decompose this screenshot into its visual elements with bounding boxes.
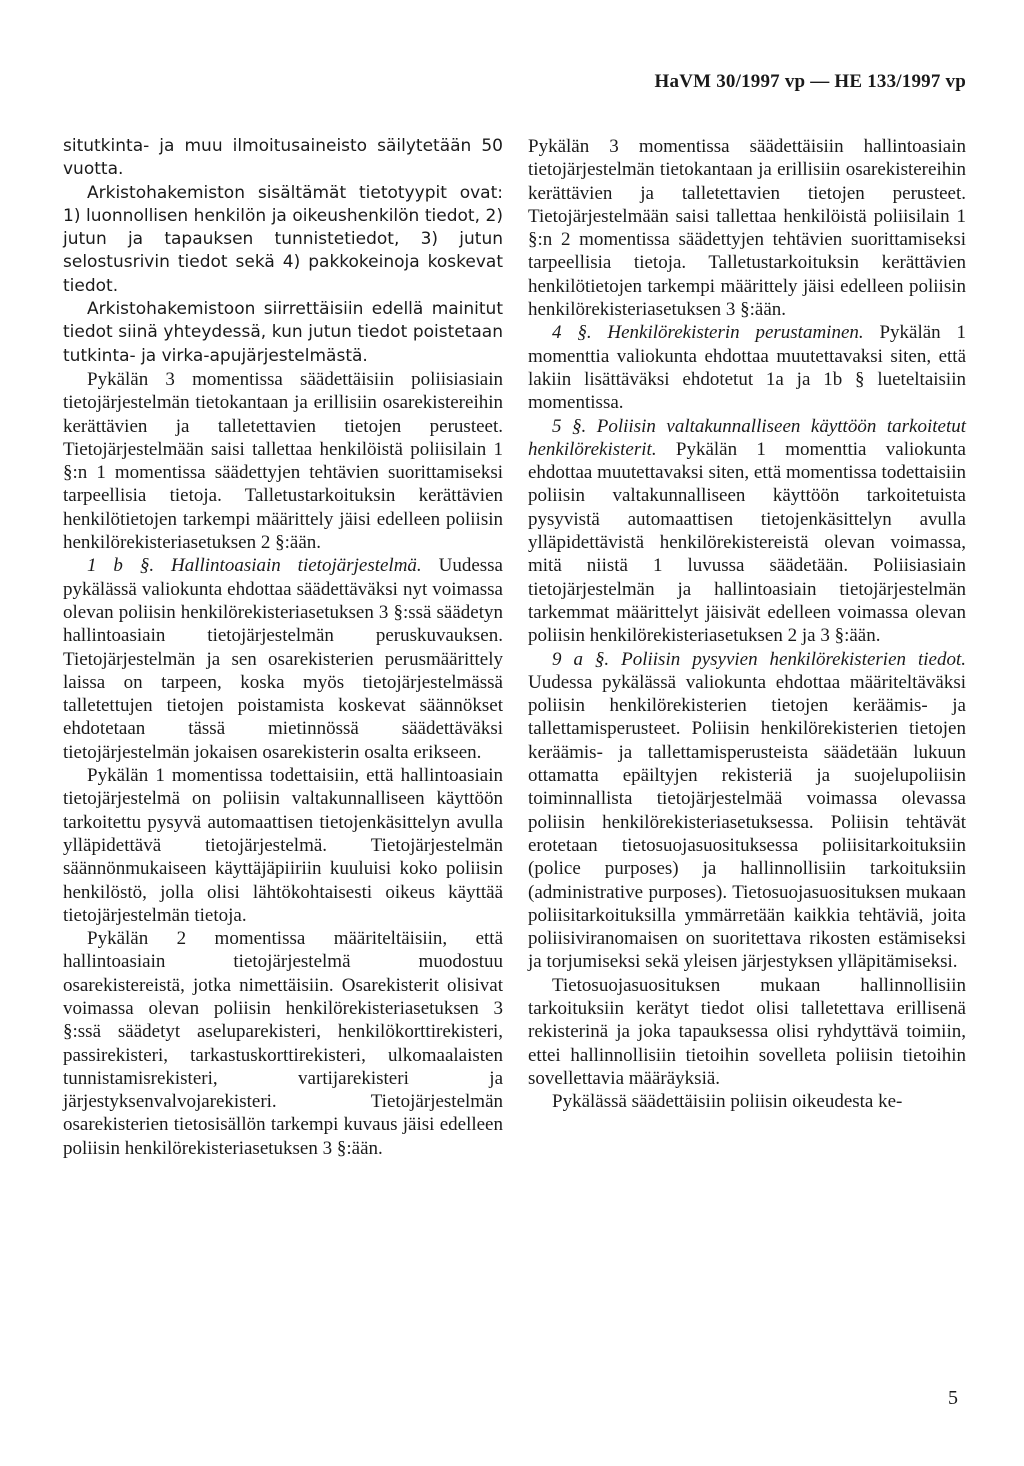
paragraph-archive-retention: situtkinta- ja muu ilmoitusaineisto säilytetään 50 vuotta. — [63, 136, 503, 180]
page-number: 5 — [948, 1387, 958, 1409]
section-body-9a: Uudessa pykälässä valiokunta ehdottaa määriteltäväksi poliisin henkilörekisterien tietojen keräämis- ja tallettamisperusteet. Poliisin henkilörekisterien tietojen keräämis- ja tallettamisperusteista säädetään lukuun ottamatta epäiltyjen rekisteriä ja suojelupoliisin toiminnallista tietojärjestelmää voimassa olevassa poliisin henkilörekisteriasetuksessa. Poliisin tehtävät erotetaan tietosuojasuosituksessa poliisitarkoituksiin (police purposes) ja hallinnollisiin tarkoituksiin (administrative purposes). Tietosuojasuosituksen mukaan poliisitarkoituksilla ymmärretään kaikkia tehtäviä, joita poliisiviranomaisen on suoritettava rikosten estämiseksi ja torjumiseksi sekä yleisen järjestyksen ylläpitämiseksi. — [528, 671, 966, 973]
paragraph-5 — [528, 415, 966, 648]
section-body-1b: Uudessa pykälässä valiokunta ehdottaa säädettäväksi nyt voimassa olevan poliisin henkilörekisteriasetuksen 3 §:ssä säädetyn hallintoasiain tietojärjestelmän peruskuvauksen. Tietojärjestelmän ja sen osarekisterien perusmäärittely laissa on tarpeen, koska myös tietojärjestelmässä talletettujen tietojen poistamista koskevat säännökset ehdotetaan tässä mietinnössä säädettäväksi tietojärjestelmän jokaisen osarekisterin osalta erikseen. — [63, 555, 503, 763]
paragraph-archive-data-types: Arkistohakemiston sisältämät tietotyypit ovat: 1) luonnollisen henkilön ja oikeushenkilön tiedot, 2) jutun ja tapauksen tunnistetiedot, 3) jutun selostusrivin tiedot sekä 4) pakkokeinoja koskevat tiedot. — [63, 182, 503, 296]
paragraph-1b — [63, 554, 503, 764]
paragraph-3-momentti-hallinto: Pykälän 3 momentissa säädettäisiin hallintoasiain tietojärjestelmän tietokantaan ja erillisiin osarekistereihin kerättävien ja talletettavien tietojen perusteet. Tietojärjestelmään saisi tallettaa henkilöistä poliisilain 1 §:n 2 momentissa säädettyjen tehtävien suorittamiseksi tarpeellisia tietoja. Talletustarkoituksin kerättävien henkilötietojen tarkempi määrittely jäisi edelleen poliisin henkilörekisteriasetuksen 3 §:ään. — [528, 136, 966, 321]
section-body-4: Pykälän 1 momenttia valiokunta ehdottaa muutettavaksi siten, että lakiin lisättäväksi ehdotetut 1a ja 1b § lueteltaisiin momentissa. — [528, 322, 966, 414]
paragraph-archive-transfer: Arkistohakemistoon siirrettäisiin edellä mainitut tiedot siinä yhteydessä, kun jutun tiedot poistetaan tutkinta- ja virka-apujärjestelmästä. — [63, 299, 503, 366]
section-heading-1b: 1 b §. Hallintoasiain tietojärjestelmä. — [87, 555, 422, 577]
right-column — [528, 135, 966, 1113]
paragraph-final: Pykälässä säädettäisiin poliisin oikeudesta ke- — [552, 1091, 903, 1113]
section-heading-5: 5 §. Poliisin valtakunnalliseen käyttöön tarkoitetut henkilörekisterit. — [528, 415, 966, 460]
paragraph-4 — [528, 321, 966, 414]
section-heading-9a: 9 a §. Poliisin pysyvien henkilörekisterien tiedot. — [552, 648, 966, 670]
paragraph-tietosuojasuositus: Tietosuojasuosituksen mukaan hallinnollisiin tarkoituksiin kerätyt tiedot olisi talletettava erillisenä rekisterinä ja joka tapauksessa olisi ryhdyttävä toimiin, ettei hallinnollisiin tietoihin sovelleta poliisin tietoihin sovellettavia määräyksiä. — [528, 974, 966, 1089]
left-column — [63, 135, 503, 1160]
section-body-5: Pykälän 1 momenttia valiokunta ehdottaa muutettavaksi siten, että momentissa todettaisiin poliisin valtakunnalliseen käyttöön tarkoitetuista pysyvistä automaattisen tietojenkäsittelyn avulla ylläpidettävistä henkilörekistereistä olevan voimassa, mitä niistä 1 luvussa säädetään. Poliisiasiain tietojärjestelmän ja hallintoasiain tietojärjestelmän tarkemmat määrittelyt jäisivät edelleen voimassa olevan poliisin henkilörekisteriasetuksen 2 ja 3 §:ään. — [528, 438, 966, 647]
paragraph-2-momentti: Pykälän 2 momentissa määriteltäisiin, että hallintoasiain tietojärjestelmä muodostuu osarekistereistä, jotka nimettäisiin. Osarekisterit olisivat voimassa olevan poliisin henkilörekisteriasetuksen 3 §:ssä säädetyt aseluparekisteri, henkilökorttirekisteri, passirekisteri, tarkastuskorttirekisteri, ulkomaalaisten tunnistamisrekisteri, vartijarekisteri ja järjestyksenvalvojarekisteri. Tietojärjestelmän osarekisterien tietosisällön tarkempi kuvaus jäisi edelleen poliisin henkilörekisteriasetuksen 3 §:ään. — [63, 928, 503, 1159]
paragraph-1-momentti: Pykälän 1 momentissa todettaisiin, että hallintoasiain tietojärjestelmä on poliisin valtakunnalliseen käyttöön tarkoitettu pysyvä automaattisen tietojenkäsittelyn avulla ylläpidettävä tietojärjestelmä. Tietojärjestelmän säännönmukaiseen käyttäjäpiiriin kuuluisi koko poliisin henkilöstö, jolla olisi lähtökohtaisesti oikeus käyttää tietojärjestelmän tietoja. — [63, 765, 503, 926]
running-header: HaVM 30/1997 vp — HE 133/1997 vp — [654, 71, 966, 92]
section-heading-4: 4 §. Henkilörekisterin perustaminen. — [552, 322, 864, 344]
paragraph-9a — [528, 648, 966, 974]
paragraph-section-3-momentti: Pykälän 3 momentissa säädettäisiin poliisiasiain tietojärjestelmän tietokantaan ja erillisiin osarekistereihin kerättävien ja talletettavien tietojen perusteet. Tietojärjestelmään saisi tallettaa henkilöistä poliisilain 1 §:n 1 momentissa säädettyjen tehtävien suorittamiseksi tarpeellisia tietoja. Talletustarkoituksin kerättävien henkilötietojen tarkempi määrittely jäisi edelleen poliisin henkilörekisteriasetuksen 2 §:ään. — [63, 368, 503, 554]
